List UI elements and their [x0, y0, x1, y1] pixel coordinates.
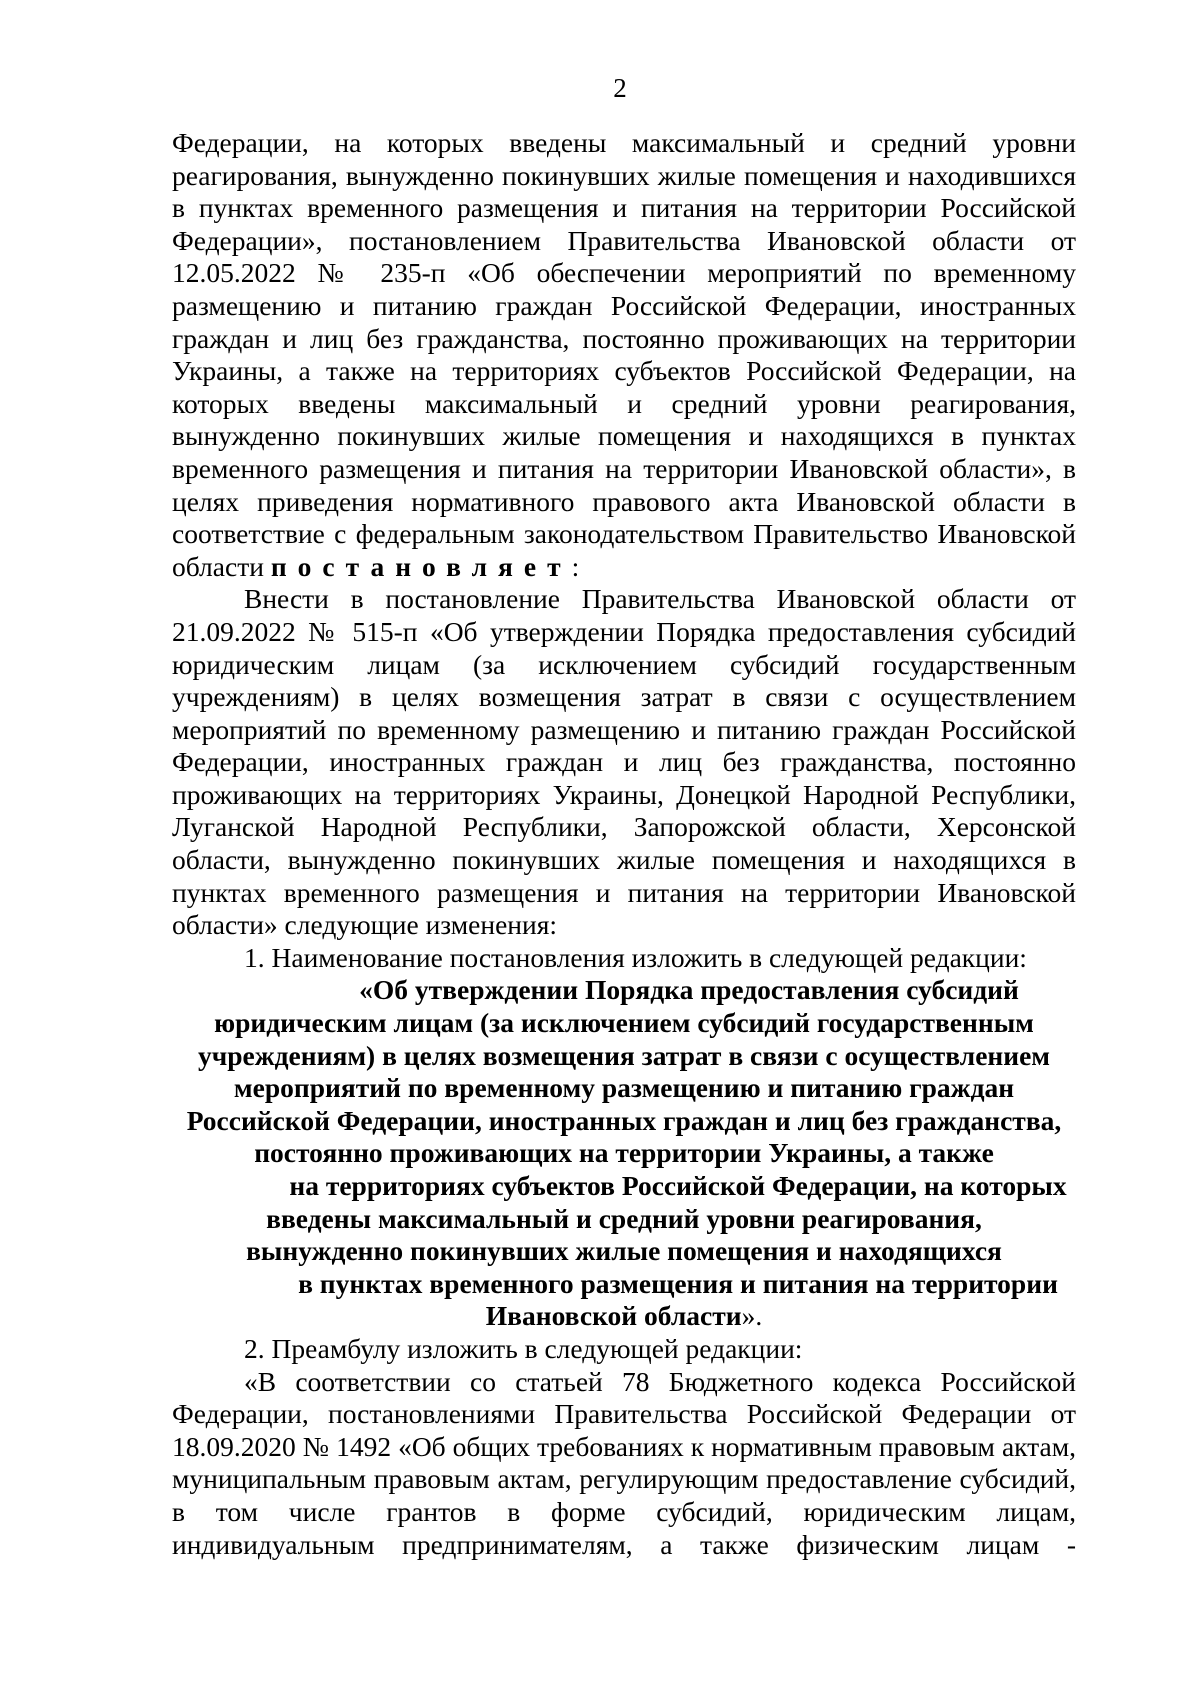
document-body: [172, 127, 1076, 1561]
new-title-last-text: Ивановской области: [485, 1300, 742, 1332]
new-title-line-8: введены максимальный и средний уровни реагирования,: [266, 1202, 982, 1234]
new-title-block: [172, 974, 1076, 1333]
new-title-line-1: «Об утверждении Порядка предоставления субсидий: [359, 974, 1019, 1006]
new-title-closing: ».: [741, 1300, 763, 1332]
new-title-line-4: мероприятий по временному размещению и питанию граждан: [233, 1072, 1015, 1104]
new-title-line-6: постоянно проживающих на территории Украины, а также: [254, 1137, 994, 1169]
new-title-line-10: в пунктах временного размещения и питания на территории: [298, 1267, 1058, 1299]
item-2-paragraph: 2. Преамбулу изложить в следующей редакции:: [244, 1332, 803, 1364]
page-number: 2: [613, 73, 627, 103]
new-title-line-5: Российской Федерации, иностранных граждан и лиц без гражданства,: [186, 1104, 1062, 1136]
new-title-line-7: на территориях субъектов Российской Федерации, на которых: [289, 1170, 1067, 1201]
preamble-colon: :: [571, 550, 580, 582]
resolves-word: постановляет: [270, 550, 572, 582]
new-preamble-paragraph: «В соответствии со статьей 78 Бюджетного кодекса Российской Федерации, постановлениями Правительства Российской Федерации от 18.09.2020 № 1492 «Об общих требованиях к нормативным правовым актам, муниципальным правовым актам, регулирующим предоставление субсидий, в том числе грантов в форме субсидий, юридическим лицам, индивидуальным предпринимателям, а также физическим лицам -: [172, 1365, 1076, 1560]
new-title-line-2: юридическим лицам (за исключением субсидий государственным: [214, 1007, 1034, 1039]
new-title-line-9: вынужденно покинувших жилые помещения и находящихся: [246, 1235, 1002, 1267]
new-title-line-11: [172, 1300, 1076, 1333]
item-1-paragraph: 1. Наименование постановления изложить в следующей редакции:: [244, 941, 1027, 973]
preamble-text: Федерации, на которых введены максимальный и средний уровни реагирования, вынужденно покинувших жилые помещения и находившихся в пунктах временного размещения и питания на территории Российской Федерации», постановлением Правительства Ивановской области от 12.05.2022 № 235-п «Об обеспечении мероприятий по временному размещению и питанию граждан Российской Федерации, иностранных граждан и лиц без гражданства, постоянно проживающих на территории Украины, а также на территориях субъектов Российской Федерации, на которых введены максимальный и средний уровни реагирования, вынужденно покинувших жилые помещения и находящихся в пунктах временного размещения и питания на территории Ивановской области», в целях приведения нормативного правового акта Ивановской области в соответствие с федеральным законодательством Правительство Ивановской области: [172, 127, 1076, 582]
new-title-line-3: учреждениям) в целях возмещения затрат в связи с осуществлением: [197, 1039, 1051, 1071]
amendment-paragraph: Внести в постановление Правительства Ивановской области от 21.09.2022 № 515-п «Об утверждении Порядка предоставления субсидий юридическим лицам (за исключением субсидий государственным учреждениям) в целях возмещения затрат в связи с осуществлением мероприятий по временному размещению и питанию граждан Российской Федерации, иностранных граждан и лиц без гражданства, постоянно проживающих на территориях Украины, Донецкой Народной Республики, Луганской Народной Республики, Запорожской области, Херсонской области, вынужденно покинувших жилые помещения и находящихся в пунктах временного размещения и питания на территории Ивановской области» следующие изменения:: [172, 583, 1076, 941]
preamble-paragraph: [172, 127, 1076, 583]
